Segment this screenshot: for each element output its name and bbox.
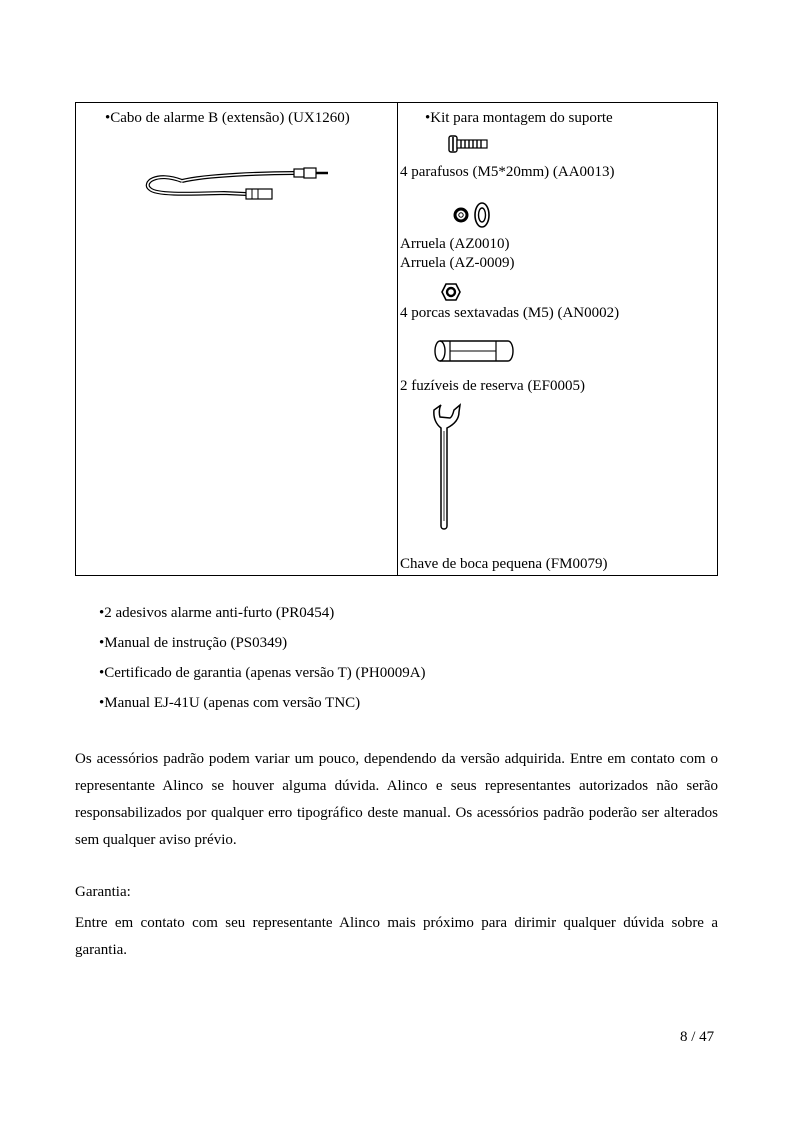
bullet-item-ej41u-manual: •Manual EJ-41U (apenas com versão TNC): [99, 695, 361, 711]
alarm-cable-title: •Cabo de alarme B (extensão) (UX1260): [105, 110, 350, 126]
warranty-heading: Garantia:: [75, 884, 131, 900]
accessories-table: [75, 102, 718, 576]
bullet-item-manual: •Manual de instrução (PS0349): [99, 635, 288, 651]
page-number: 8 / 47: [680, 1029, 715, 1045]
washer-label-1: Arruela (AZ0010): [400, 236, 510, 252]
mount-kit-title: •Kit para montagem do suporte: [425, 110, 613, 126]
hex-nut-icon: [441, 282, 461, 302]
accessories-note-paragraph: Os acessórios padrão podem variar um pouco, dependendo da versão adquirida. Entre em contato com o representante Alinco se houver alguma dúvida. Alinco e seus representantes autorizados não serão responsabilizados por qualquer erro tipográfico deste manual. Os acessórios padrão poderão ser alterados sem qualquer aviso prévio.: [75, 751, 718, 848]
fuses-label: 2 fuzíveis de reserva (EF0005): [400, 378, 585, 394]
alarm-cable-icon: [146, 167, 331, 203]
warranty-text: Entre em contato com seu representante Alinco mais próximo para dirimir qualquer dúvida sobre a garantia.: [75, 915, 718, 958]
washer-label-2: Arruela (AZ-0009): [400, 255, 515, 271]
screws-label: 4 parafusos (M5*20mm) (AA0013): [400, 164, 615, 180]
bullet-item-warranty-cert: •Certificado de garantia (apenas versão T) (PH0009A): [99, 665, 426, 681]
bullet-item-stickers: •2 adesivos alarme anti-furto (PR0454): [99, 605, 335, 621]
hex-nuts-label: 4 porcas sextavadas (M5) (AN0002): [400, 305, 620, 321]
washer-icon: [454, 201, 494, 231]
fuse-icon: [433, 338, 515, 366]
table-column-divider: [397, 103, 398, 575]
wrench-label: Chave de boca pequena (FM0079): [400, 556, 608, 572]
screw-icon: [448, 134, 490, 154]
wrench-icon: [431, 403, 465, 533]
